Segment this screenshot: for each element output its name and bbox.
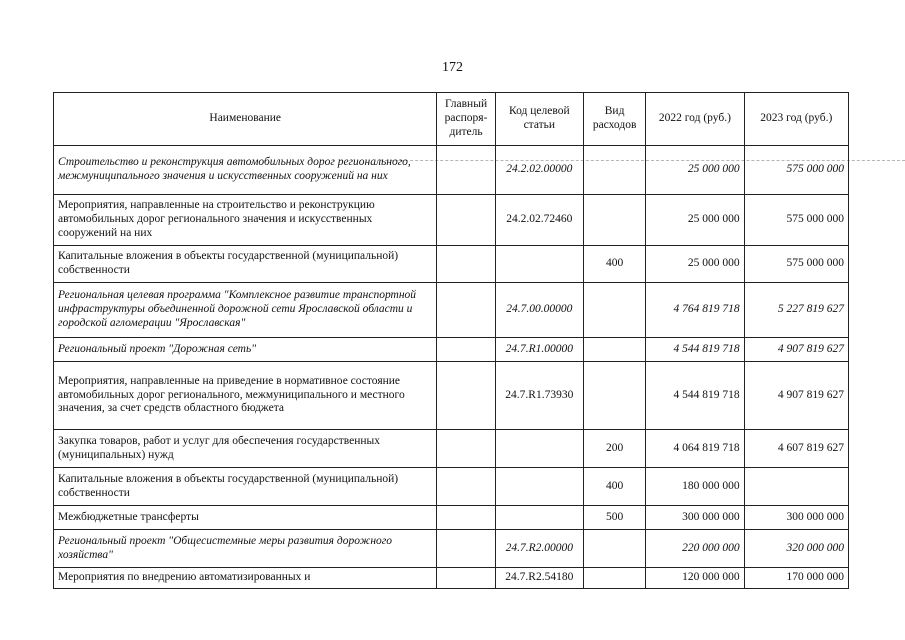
cell-year-2023: 575 000 000 (744, 195, 848, 246)
page-number: 172 (442, 60, 463, 75)
cell-main-manager (437, 362, 495, 430)
cell-year-2022: 4 544 819 718 (646, 338, 744, 362)
header-name: Наименование (54, 93, 437, 146)
cell-main-manager (437, 468, 495, 506)
cell-year-2022: 300 000 000 (646, 506, 744, 530)
cell-main-manager (437, 146, 495, 195)
cell-target-code: 24.7.R1.00000 (495, 338, 583, 362)
cell-year-2022: 25 000 000 (646, 146, 744, 195)
cell-expense-type (583, 530, 645, 568)
table-row (54, 506, 849, 530)
cell-name: Капитальные вложения в объекты государственной (муниципальной) собственности (54, 246, 437, 283)
cell-year-2023 (744, 468, 848, 506)
cell-year-2022: 25 000 000 (646, 195, 744, 246)
cell-name: Мероприятия, направленные на строительство и реконструкцию автомобильных дорог регионального значения и искусственных сооружений на них (54, 195, 437, 246)
cell-target-code: 24.2.02.00000 (495, 146, 583, 195)
cell-name: Мероприятия по внедрению автоматизированных и (54, 568, 437, 589)
cell-year-2023: 575 000 000 (744, 246, 848, 283)
cell-name: Региональная целевая программа "Комплексное развитие транспортной инфраструктуры объединенной дорожной сети Ярославской области и городской агломерации "Ярославская" (54, 283, 437, 338)
header-expense-type: Вид расходов (583, 93, 645, 146)
cell-expense-type: 400 (583, 468, 645, 506)
cell-year-2023: 4 907 819 627 (744, 338, 848, 362)
cell-year-2023: 4 907 819 627 (744, 362, 848, 430)
cell-name: Закупка товаров, работ и услуг для обеспечения государственных (муниципальных) нужд (54, 430, 437, 468)
table-body (54, 146, 849, 589)
header-main-manager: Главный распоря-дитель (437, 93, 495, 146)
cell-year-2023: 300 000 000 (744, 506, 848, 530)
cell-year-2023: 170 000 000 (744, 568, 848, 589)
cell-year-2022: 25 000 000 (646, 246, 744, 283)
header-year-2022: 2022 год (руб.) (646, 93, 744, 146)
cell-expense-type: 200 (583, 430, 645, 468)
table-row (54, 195, 849, 246)
cell-year-2022: 180 000 000 (646, 468, 744, 506)
table-row (54, 338, 849, 362)
cell-target-code (495, 430, 583, 468)
header-year-2023: 2023 год (руб.) (744, 93, 848, 146)
cell-target-code: 24.7.00.00000 (495, 283, 583, 338)
table-row (54, 530, 849, 568)
cell-year-2023: 4 607 819 627 (744, 430, 848, 468)
cell-target-code (495, 468, 583, 506)
cell-main-manager (437, 283, 495, 338)
cell-name: Межбюджетные трансферты (54, 506, 437, 530)
cell-main-manager (437, 430, 495, 468)
cell-name: Региональный проект "Общесистемные меры развития дорожного хозяйства" (54, 530, 437, 568)
cell-main-manager (437, 195, 495, 246)
table-row (54, 568, 849, 589)
table-header-row (54, 93, 849, 146)
cell-main-manager (437, 568, 495, 589)
cell-expense-type (583, 362, 645, 430)
table-row (54, 246, 849, 283)
cell-target-code: 24.7.R2.54180 (495, 568, 583, 589)
cell-year-2023: 5 227 819 627 (744, 283, 848, 338)
budget-table (53, 92, 849, 589)
cell-main-manager (437, 506, 495, 530)
cell-year-2022: 220 000 000 (646, 530, 744, 568)
cell-year-2023: 575 000 000 (744, 146, 848, 195)
cell-expense-type (583, 146, 645, 195)
cell-name: Строительство и реконструкция автомобильных дорог регионального, межмуниципального значения и искусственных сооружений на них (54, 146, 437, 195)
table-row (54, 468, 849, 506)
cell-expense-type (583, 338, 645, 362)
cell-year-2022: 4 064 819 718 (646, 430, 744, 468)
cell-target-code (495, 246, 583, 283)
table-row (54, 362, 849, 430)
cell-target-code: 24.7.R2.00000 (495, 530, 583, 568)
cell-main-manager (437, 338, 495, 362)
table-row (54, 146, 849, 195)
cell-year-2022: 120 000 000 (646, 568, 744, 589)
cell-expense-type (583, 568, 645, 589)
cell-year-2022: 4 764 819 718 (646, 283, 744, 338)
cell-main-manager (437, 246, 495, 283)
cell-name: Мероприятия, направленные на приведение в нормативное состояние автомобильных дорог регионального, межмуниципального и местного значения, за счет средств областного бюджета (54, 362, 437, 430)
header-target-code: Код целевой статьи (495, 93, 583, 146)
cell-year-2023: 320 000 000 (744, 530, 848, 568)
table-row (54, 430, 849, 468)
cell-target-code: 24.2.02.72460 (495, 195, 583, 246)
cell-year-2022: 4 544 819 718 (646, 362, 744, 430)
table-row (54, 283, 849, 338)
cell-name: Капитальные вложения в объекты государственной (муниципальной) собственности (54, 468, 437, 506)
cell-main-manager (437, 530, 495, 568)
cell-expense-type (583, 283, 645, 338)
cell-expense-type: 500 (583, 506, 645, 530)
cell-target-code (495, 506, 583, 530)
cell-target-code: 24.7.R1.73930 (495, 362, 583, 430)
cell-expense-type: 400 (583, 246, 645, 283)
cell-name: Региональный проект "Дорожная сеть" (54, 338, 437, 362)
cell-expense-type (583, 195, 645, 246)
